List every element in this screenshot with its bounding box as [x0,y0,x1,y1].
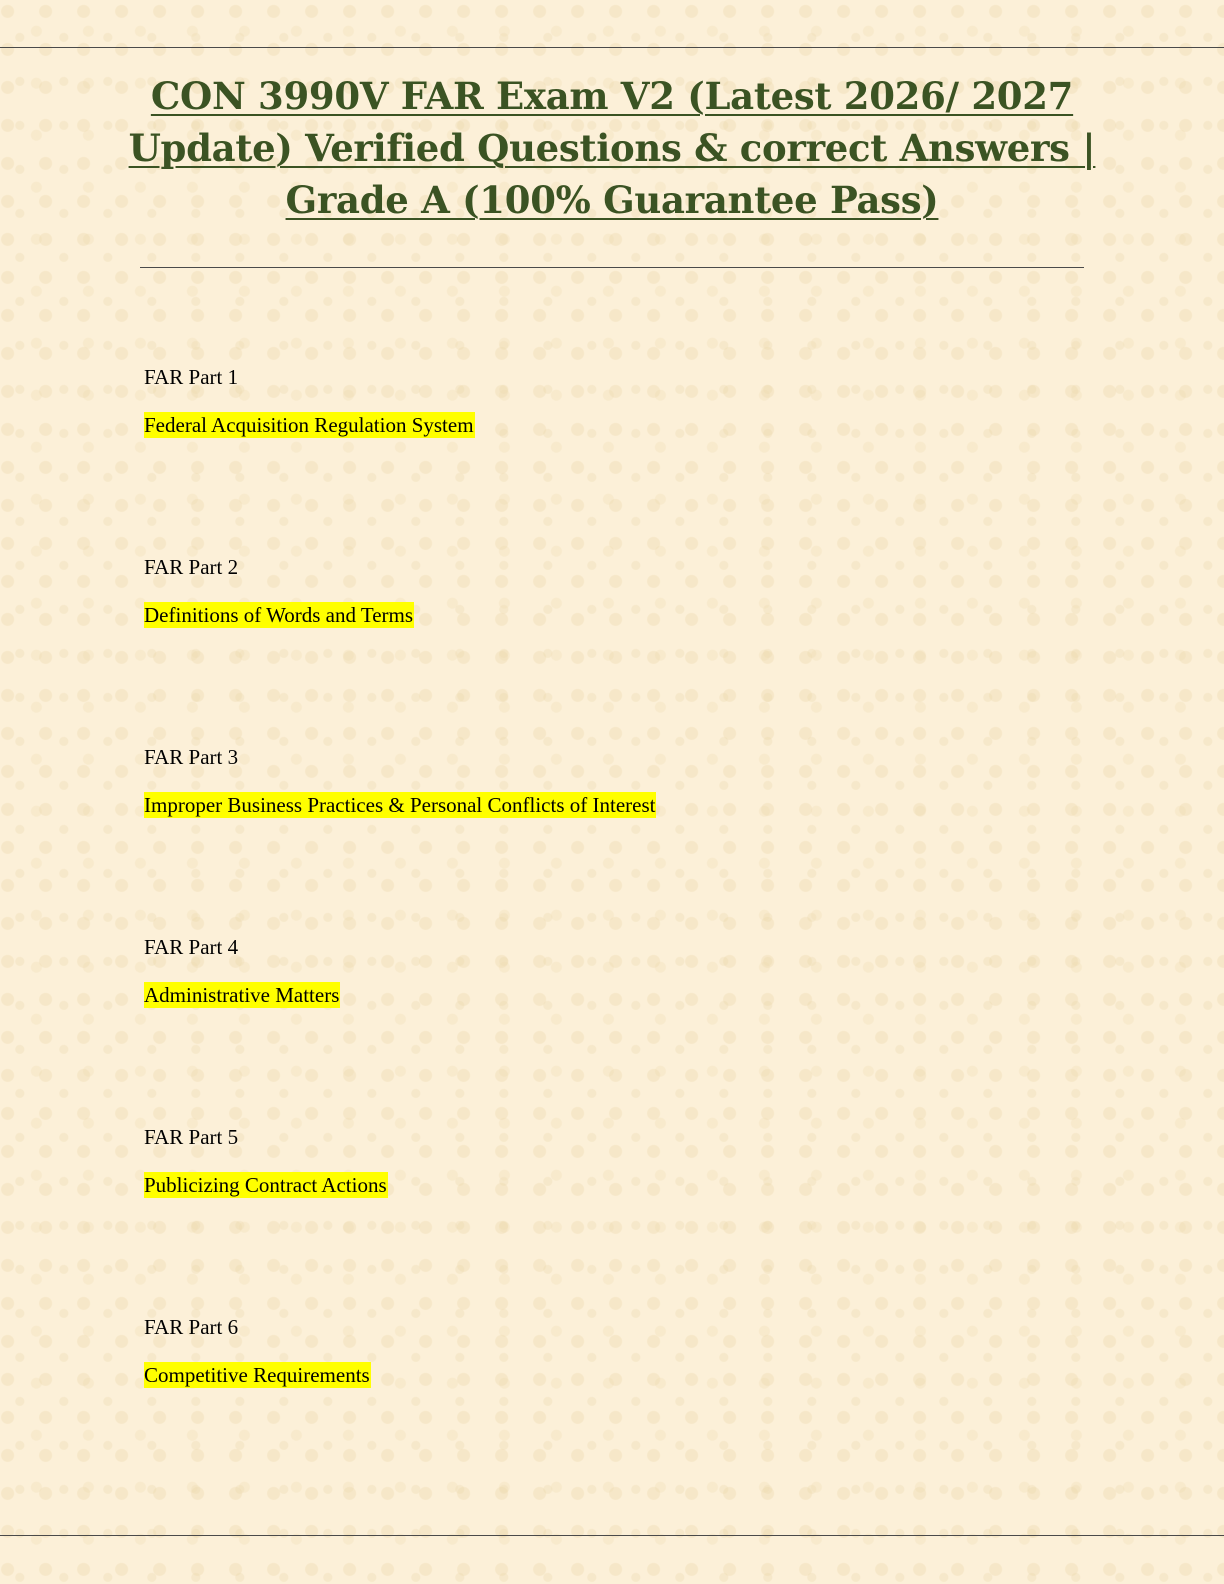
answer-text: Competitive Requirements [144,1363,370,1387]
qa-item-1 [144,364,475,438]
bottom-divider [0,1535,1224,1536]
answer-text: Definitions of Words and Terms [144,603,414,627]
question-text: FAR Part 2 [144,555,239,579]
qa-item-2 [144,554,414,628]
question-text: FAR Part 4 [144,935,239,959]
question-text: FAR Part 1 [144,365,239,389]
document-title: CON 3990V FAR Exam V2 (Latest 2026/ 2027 Update) Verified Questions & correct Answers | Grade A (100% Guarantee Pass) [128,74,1096,222]
title-divider [140,267,1084,268]
question-text: FAR Part 6 [144,1315,239,1339]
answer-text: Federal Acquisition Regulation System [144,413,474,437]
qa-item-5 [144,1124,388,1198]
top-divider [0,47,1224,48]
qa-item-3 [144,744,656,818]
question-text: FAR Part 5 [144,1125,239,1149]
answer-text: Publicizing Contract Actions [144,1173,387,1197]
qa-item-6 [144,1314,371,1388]
qa-item-4 [144,934,340,1008]
answer-text: Improper Business Practices & Personal Conflicts of Interest [144,793,656,817]
question-text: FAR Part 3 [144,745,239,769]
answer-text: Administrative Matters [144,983,340,1007]
